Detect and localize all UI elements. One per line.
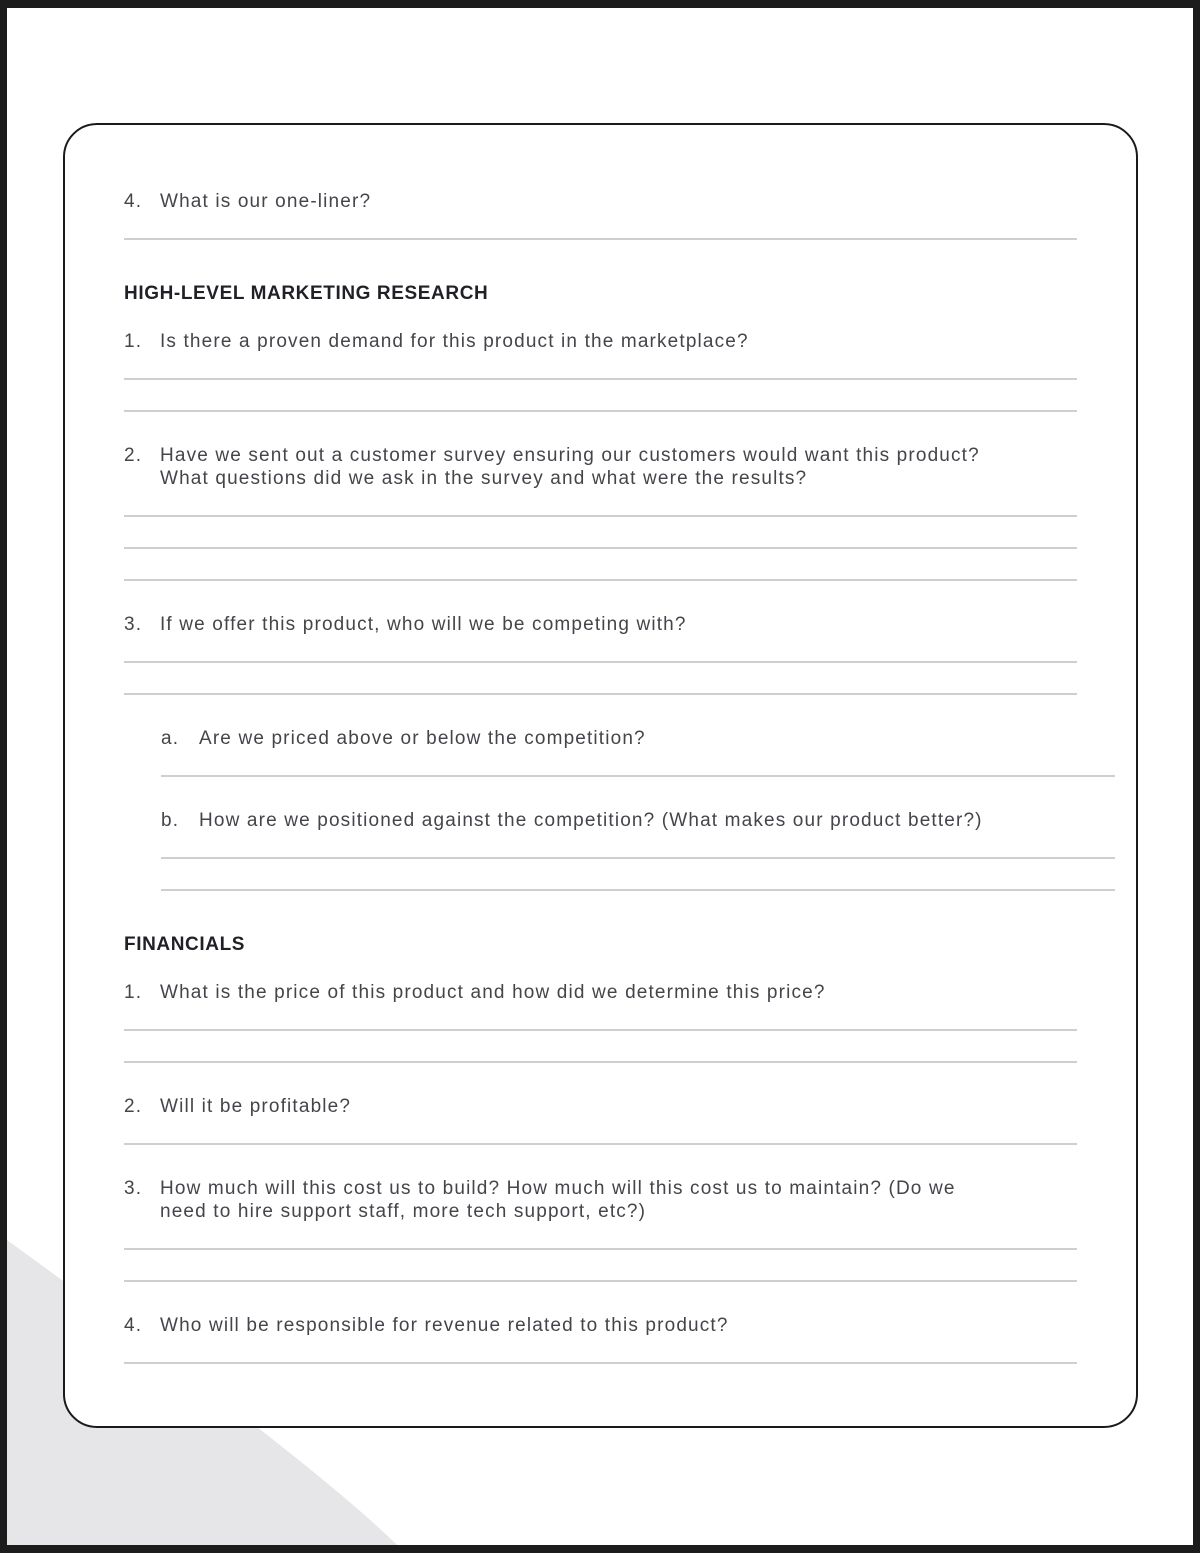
question-text: Have we sent out a customer survey ensuring our customers would want this product? What questions did we ask in the survey and what were the results? xyxy=(160,445,980,489)
question-number: 3. xyxy=(124,614,143,635)
answer-lines-group xyxy=(124,1248,1077,1282)
answer-lines-group xyxy=(124,1143,1077,1145)
question-item xyxy=(124,444,1077,490)
answer-line xyxy=(124,1362,1077,1364)
answer-line xyxy=(124,547,1077,549)
question-number: 1. xyxy=(124,982,143,1003)
sub-question-block xyxy=(161,695,1115,777)
question-number: 1. xyxy=(124,331,143,352)
question-number: 4. xyxy=(124,191,143,212)
section-heading: HIGH-LEVEL MARKETING RESEARCH xyxy=(124,283,489,304)
answer-line xyxy=(161,889,1115,891)
question-text: Is there a proven demand for this product in the marketplace? xyxy=(160,331,749,352)
answer-line xyxy=(124,378,1077,380)
answer-line xyxy=(124,1280,1077,1282)
answer-line xyxy=(124,238,1077,240)
question-item xyxy=(124,1095,1077,1118)
question-text: Will it be profitable? xyxy=(160,1096,352,1117)
answer-line xyxy=(124,661,1077,663)
question-text: What is the price of this product and how did we determine this price? xyxy=(160,982,826,1003)
question-number: 4. xyxy=(124,1315,143,1336)
question-text: How much will this cost us to build? How much will this cost us to maintain? (Do we need to hire support staff, more tech support, etc?) xyxy=(160,1178,956,1222)
question-text: Who will be responsible for revenue related to this product? xyxy=(160,1315,729,1336)
answer-lines-group xyxy=(124,1362,1077,1364)
question-text: What is our one-liner? xyxy=(160,191,372,212)
question-text: Are we priced above or below the competition? xyxy=(199,728,646,749)
answer-lines-group xyxy=(124,378,1077,412)
answer-lines-group xyxy=(124,238,1077,240)
question-number: 2. xyxy=(124,445,143,466)
sub-question-item xyxy=(161,809,1115,832)
question-number: 3. xyxy=(124,1178,143,1199)
question-text: How are we positioned against the competition? (What makes our product better?) xyxy=(199,810,983,831)
question-number: 2. xyxy=(124,1096,143,1117)
question-item xyxy=(124,1314,1077,1337)
answer-line xyxy=(124,1248,1077,1250)
answer-lines-group xyxy=(124,661,1077,695)
sub-question-block xyxy=(161,777,1115,891)
answer-lines-group xyxy=(124,1029,1077,1063)
sub-question-letter: b. xyxy=(161,810,180,831)
answer-line xyxy=(124,1029,1077,1031)
worksheet-card xyxy=(63,123,1138,1428)
question-text: If we offer this product, who will we be competing with? xyxy=(160,614,687,635)
worksheet-form xyxy=(124,190,1077,1364)
answer-line xyxy=(124,515,1077,517)
answer-lines-group xyxy=(124,515,1077,581)
question-item xyxy=(124,330,1077,353)
answer-lines-group xyxy=(161,857,1115,891)
sub-question-item xyxy=(161,727,1115,750)
question-item xyxy=(124,613,1077,636)
question-item xyxy=(124,1177,1077,1223)
sub-question-letter: a. xyxy=(161,728,180,749)
question-item xyxy=(124,981,1077,1004)
section-heading: FINANCIALS xyxy=(124,934,246,955)
answer-line xyxy=(124,1061,1077,1063)
answer-line xyxy=(124,1143,1077,1145)
answer-line xyxy=(124,579,1077,581)
answer-line xyxy=(124,410,1077,412)
answer-line xyxy=(161,857,1115,859)
question-item xyxy=(124,190,1077,213)
